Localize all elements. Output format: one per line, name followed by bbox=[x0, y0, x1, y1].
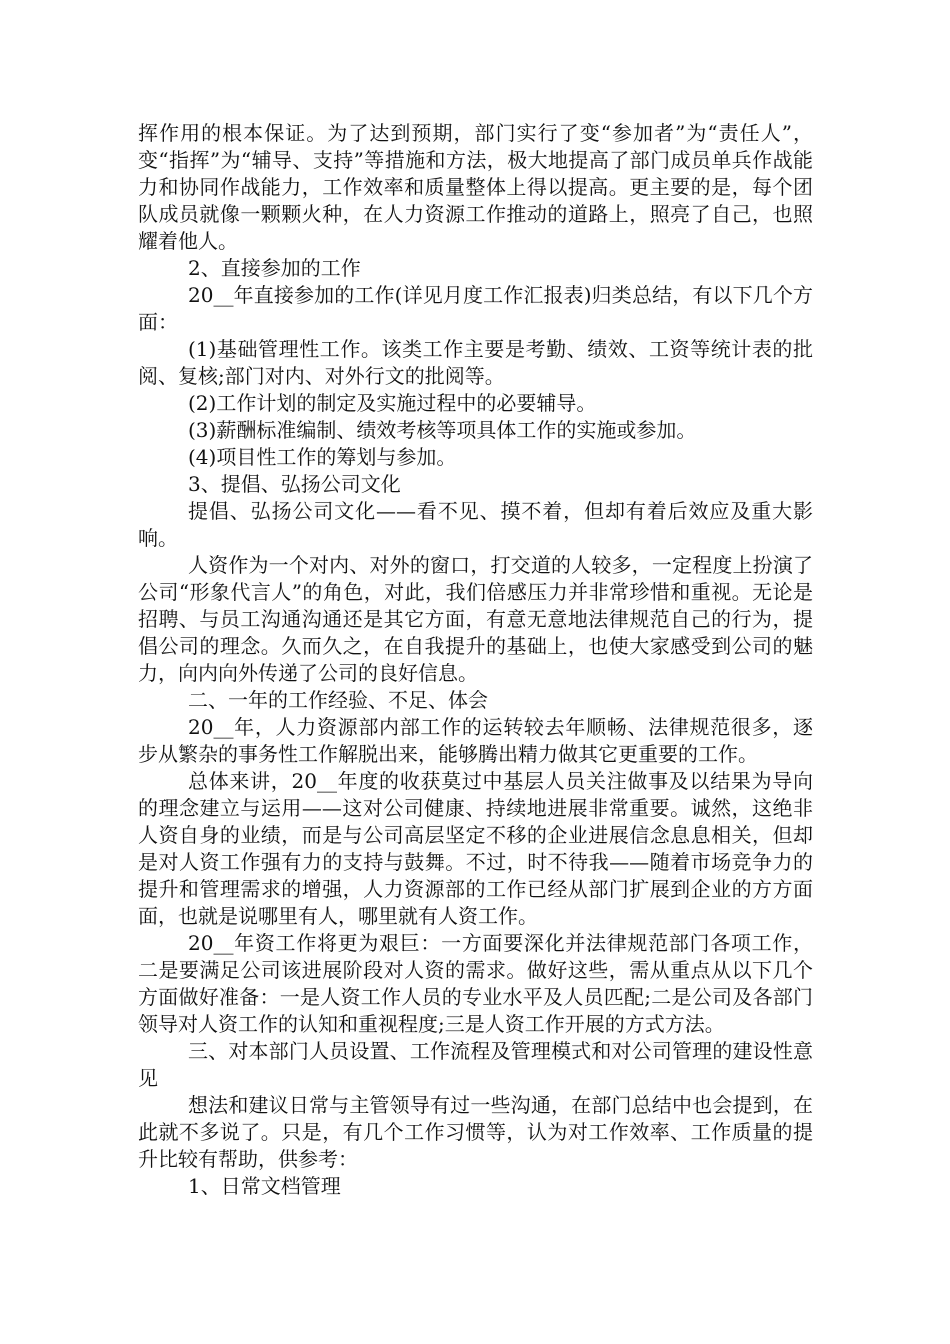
paragraph: 二、一年的工作经验、不足、体会 bbox=[188, 688, 488, 712]
paragraph: 3、提倡、弘扬公司文化 bbox=[188, 472, 401, 496]
paragraph: 想法和建议日常与主管领导有过一些沟通，在部门总结中也会提到，在此就不多说了。只是，有几个工作习惯等，认为对工作效率、工作质量的提升比较有帮助，供参考： bbox=[138, 1093, 813, 1171]
paragraph: 1、日常文档管理 bbox=[188, 1174, 341, 1198]
paragraph: 三、对本部门人员设置、工作流程及管理模式和对公司管理的建设性意见 bbox=[138, 1039, 813, 1090]
paragraph: 20__年，人力资源部内部工作的运转较去年顺畅、法律规范很多，逐步从繁杂的事务性工作解脱出来，能够腾出精力做其它更重要的工作。 bbox=[138, 715, 813, 766]
paragraph: 人资作为一个对内、对外的窗口，打交道的人较多，一定程度上扮演了公司“形象代言人”的角色，对此，我们倍感压力并非常珍惜和重视。无论是招聘、与员工沟通沟通还是其它方面，有意无意地法律规范自己的行为，提倡公司的理念。久而久之，在自我提升的基础上，也使大家感受到公司的魅力，向内向外传递了公司的良好信息。 bbox=[138, 553, 813, 685]
paragraph: 2、直接参加的工作 bbox=[188, 256, 361, 280]
paragraph: 20__年资工作将更为艰巨：一方面要深化并法律规范部门各项工作，二是要满足公司该进展阶段对人资的需求。做好这些，需从重点从以下几个方面做好准备：一是人资工作人员的专业水平及人员匹配;二是公司及各部门领导对人资工作的认知和重视程度;三是人资工作开展的方式方法。 bbox=[138, 931, 813, 1036]
paragraph: (4)项目性工作的筹划与参加。 bbox=[188, 445, 457, 469]
paragraph: 20__年直接参加的工作(详见月度工作汇报表)归类总结，有以下几个方面： bbox=[138, 283, 813, 334]
paragraph: 挥作用的根本保证。为了达到预期，部门实行了变“参加者”为“责任人”，变“指挥”为“辅导、支持”等措施和方法，极大地提高了部门成员单兵作战能力和协同作战能力，工作效率和质量整体上得以提高。更主要的是，每个团队成员就像一颗颗火种，在人力资源工作推动的道路上，照亮了自己，也照耀着他人。 bbox=[138, 121, 813, 253]
paragraph: 提倡、弘扬公司文化——看不见、摸不着，但却有着后效应及重大影响。 bbox=[138, 499, 813, 550]
paragraph: (1)基础管理性工作。该类工作主要是考勤、绩效、工资等统计表的批阅、复核;部门对内、对外行文的批阅等。 bbox=[138, 337, 813, 388]
paragraph: 总体来讲，20__年度的收获莫过中基层人员关注做事及以结果为导向的理念建立与运用——这对公司健康、持续地进展非常重要。诚然，这绝非人资自身的业绩，而是与公司高层坚定不移的企业进展信念息息相关，但却是对人资工作强有力的支持与鼓舞。不过，时不待我——随着市场竞争力的提升和管理需求的增强，人力资源部的工作已经从部门扩展到企业的方方面面，也就是说哪里有人，哪里就有人资工作。 bbox=[138, 769, 813, 928]
document-body bbox=[138, 120, 813, 1200]
paragraph: (2)工作计划的制定及实施过程中的必要辅导。 bbox=[188, 391, 597, 415]
paragraph: (3)薪酬标准编制、绩效考核等项具体工作的实施或参加。 bbox=[188, 418, 697, 442]
